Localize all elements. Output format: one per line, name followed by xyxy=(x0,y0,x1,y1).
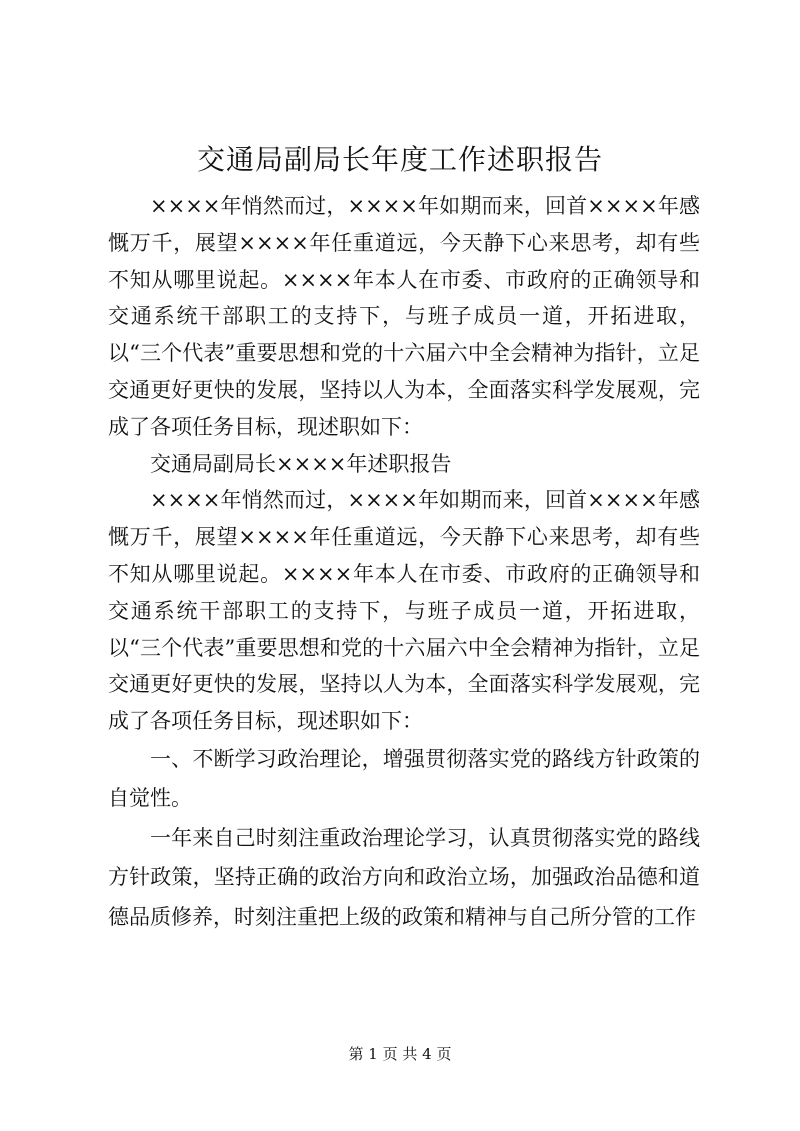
document-body xyxy=(108,188,700,937)
paragraph-section-body: 一年来自己时刻注重政治理论学习，认真贯彻落实党的路线方针政策，坚持正确的政治方向和政治立场，加强政治品德和道德品质修养，时刻注重把上级的政策和精神与自己所分管的工作 xyxy=(108,825,700,929)
document-title: 交通局副局长年度工作述职报告 xyxy=(196,143,603,176)
paragraph-intro: ××××年悄然而过，××××年如期而来，回首××××年感慨万千，展望××××年任重道远，今天静下心来思考，却有些不知从哪里说起。××××年本人在市委、市政府的正确领导和交通系统干部职工的支持下，与班子成员一道，开拓进取，以“三个代表”重要思想和党的十六届六中全会精神为指针，立足交通更好更快的发展，坚持以人为本，全面落实科学发展观，完成了各项任务目标，现述职如下： xyxy=(108,194,700,439)
paragraph-section-heading: 一、不断学习政治理论，增强贯彻落实党的路线方针政策的自觉性。 xyxy=(108,746,700,811)
page-number-footer: 第 1 页 共 4 页 xyxy=(348,1045,452,1063)
paragraph-intro-repeat: ××××年悄然而过，××××年如期而来，回首××××年感慨万千，展望××××年任重道远，今天静下心来思考，却有些不知从哪里说起。××××年本人在市委、市政府的正确领导和交通系统干部职工的支持下，与班子成员一道，开拓进取，以“三个代表”重要思想和党的十六届六中全会精神为指针，立足交通更好更快的发展，坚持以人为本，全面落实科学发展观，完成了各项任务目标，现述职如下： xyxy=(108,488,700,734)
paragraph-subtitle: 交通局副局长××××年述职报告 xyxy=(150,451,452,476)
